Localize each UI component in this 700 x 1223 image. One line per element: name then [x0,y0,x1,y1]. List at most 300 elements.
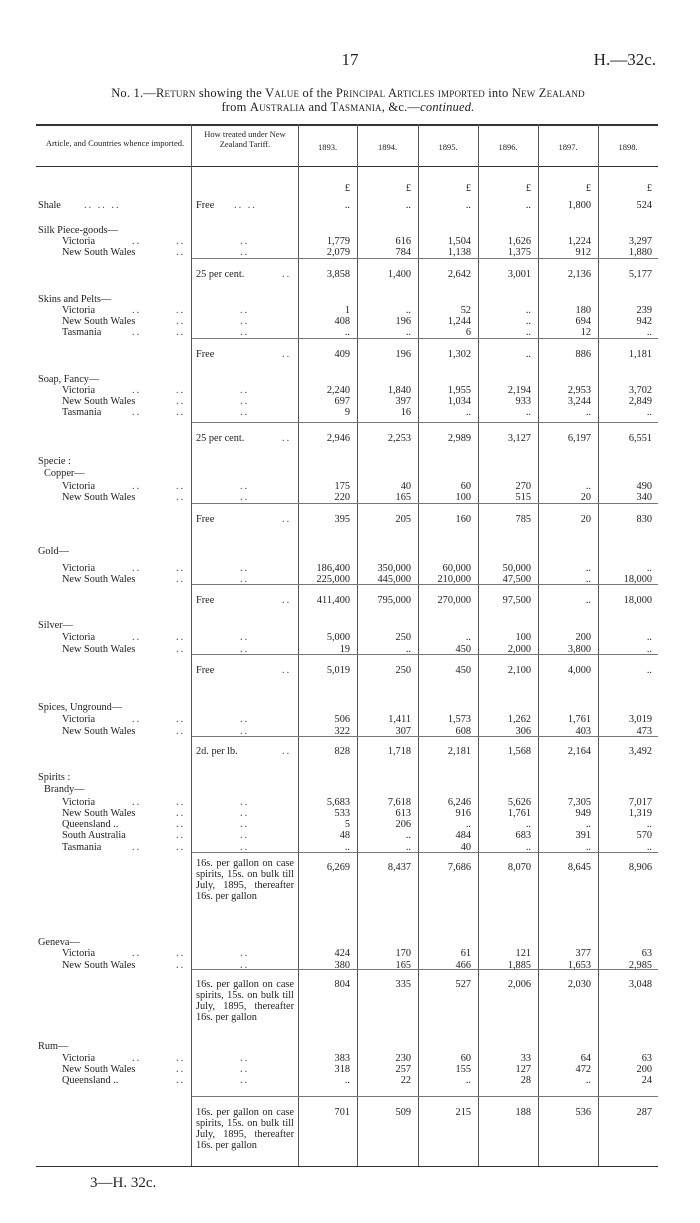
total-cell: 409 [334,349,350,360]
leader-dots: .. [240,316,250,327]
data-cell: 40 [460,842,471,853]
leader-dots: .. [282,514,292,525]
row-label: Shale [38,200,61,211]
total-cell: 6,197 [567,433,591,444]
leader-dots: .. [132,385,142,396]
data-cell: 5,000 [326,632,350,643]
data-cell: 5,683 [326,797,350,808]
total-cell: .. [585,595,591,606]
data-cell: .. [585,407,591,418]
data-cell: 220 [334,492,350,503]
data-cell: 377 [575,948,591,959]
data-cell: 942 [636,316,652,327]
data-cell: 450 [455,644,471,655]
data-cell: 3,244 [567,396,591,407]
data-cell: .. [525,819,531,830]
page-footer: 3—H. 32c. [90,1175,157,1191]
row-label: Tasmania [62,327,102,338]
leader-dots: .. [240,1053,250,1064]
data-cell: 307 [395,726,411,737]
data-cell: 24 [641,1075,652,1086]
header-year: 1895. [438,142,458,152]
total-cell: 509 [395,1107,411,1118]
leader-dots: .. [176,385,186,396]
section-subheading: Copper— [44,468,85,479]
leader-dots: .. [176,960,186,971]
total-cell: 2,136 [567,269,591,280]
data-cell: .. [344,1075,350,1086]
data-cell: 165 [395,960,411,971]
data-cell: .. [525,305,531,316]
data-cell: 466 [455,960,471,971]
table-bottom-rule [36,1166,658,1167]
data-cell: 33 [520,1053,531,1064]
leader-dots: .. [176,396,186,407]
currency-symbol: £ [525,183,531,194]
data-cell: 1,034 [447,396,471,407]
total-cell: 1,302 [447,349,471,360]
data-cell: 19 [339,644,350,655]
data-cell: .. [646,819,652,830]
leader-dots: .. [240,492,250,503]
data-cell: 1,626 [507,236,531,247]
leader-dots: .. [240,407,250,418]
data-cell: 48 [339,830,350,841]
subtotal-rule [192,503,658,504]
data-cell: 196 [395,316,411,327]
section-heading: Rum— [38,1041,69,1052]
data-cell: 170 [395,948,411,959]
data-cell: .. [585,1075,591,1086]
leader-dots: .. [240,563,250,574]
total-cell: 20 [580,514,591,525]
leader-dots: .. [176,247,186,258]
data-cell: 5,626 [507,797,531,808]
data-cell: 127 [515,1064,531,1075]
data-cell: 40 [400,481,411,492]
data-cell: 64 [580,1053,591,1064]
data-cell: 391 [575,830,591,841]
data-cell: .. [344,842,350,853]
leader-dots: .. .. .. [84,200,121,211]
total-cell: 828 [334,746,350,757]
data-cell: .. [646,632,652,643]
data-cell: .. [405,644,411,655]
total-cell: 1,400 [387,269,411,280]
data-cell: 380 [334,960,350,971]
data-cell: 490 [636,481,652,492]
total-cell: 2,253 [387,433,411,444]
data-cell: 210,000 [437,574,471,585]
data-cell: 1,779 [326,236,350,247]
total-cell: 3,127 [507,433,531,444]
data-cell: 524 [636,200,652,211]
leader-dots: .. [282,595,292,606]
data-cell: 912 [575,247,591,258]
total-cell: 160 [455,514,471,525]
leader-dots: .. [240,714,250,725]
leader-dots: .. [176,797,186,808]
leader-dots: .. [132,632,142,643]
row-label: Victoria [62,385,96,396]
row-label: Tasmania [62,842,102,853]
data-cell: 100 [455,492,471,503]
leader-dots: .. [176,726,186,737]
data-cell: 322 [334,726,350,737]
section-heading: Specie : [38,456,71,467]
leader-dots: .. [240,960,250,971]
subtotal-rule [192,736,658,737]
leader-dots: .. [176,574,186,585]
data-cell: 7,017 [628,797,652,808]
total-cell: 830 [636,514,652,525]
currency-symbol: £ [585,183,591,194]
data-cell: 1,224 [567,236,591,247]
data-cell: 60,000 [442,563,471,574]
row-label: New South Wales [62,960,136,971]
data-cell: .. [585,842,591,853]
row-label: Victoria [62,632,96,643]
leader-dots: .. [176,316,186,327]
data-cell: 340 [636,492,652,503]
data-cell: 472 [575,1064,591,1075]
data-cell: 121 [515,948,531,959]
table-title: No. 1.—Return showing the Value of the Principal Articles imported into New Zealand from Australia and Tasmania, &c.—continued. [111,86,585,114]
data-cell: 1,138 [447,247,471,258]
row-label: New South Wales [62,1064,136,1075]
header-tariff: How treated under New Zealand Tariff. [204,129,286,149]
data-cell: .. [646,644,652,655]
data-cell: 18,000 [623,574,652,585]
data-cell: .. [585,819,591,830]
data-cell: 155 [455,1064,471,1075]
data-cell: .. [525,407,531,418]
data-cell: .. [405,327,411,338]
total-cell: 795,000 [377,595,411,606]
row-label: Victoria [62,1053,96,1064]
total-cell: 196 [395,349,411,360]
total-cell: 18,000 [623,595,652,606]
data-cell: .. [344,200,350,211]
page-number: 17 [341,50,359,69]
total-cell: 250 [395,665,411,676]
data-cell: 1,840 [387,385,411,396]
data-cell: 350,000 [377,563,411,574]
section-heading: Soap, Fancy— [38,374,100,385]
data-cell: 1,653 [567,960,591,971]
leader-dots: .. [240,1075,250,1086]
data-cell: 250 [395,632,411,643]
data-cell: 186,400 [316,563,350,574]
total-cell: 2,181 [447,746,471,757]
data-cell: 2,000 [507,644,531,655]
row-label: New South Wales [62,644,136,655]
total-cell: 701 [334,1107,350,1118]
data-cell: 2,953 [567,385,591,396]
data-cell: 2,194 [507,385,531,396]
data-cell: .. [405,305,411,316]
data-cell: 445,000 [377,574,411,585]
leader-dots: .. [176,1053,186,1064]
data-cell: .. [585,481,591,492]
row-label: Victoria [62,305,96,316]
leader-dots: .. [282,433,292,444]
total-cell: 2,946 [326,433,350,444]
data-cell: 697 [334,396,350,407]
leader-dots: .. [176,492,186,503]
leader-dots: .. [240,327,250,338]
total-cell: 3,048 [628,979,652,990]
total-cell: 5,019 [326,665,350,676]
leader-dots: .. [176,819,186,830]
row-label: New South Wales [62,247,136,258]
header-bottom-rule [36,166,658,167]
data-cell: .. [646,327,652,338]
leader-dots: .. [176,305,186,316]
data-cell: 61 [460,948,471,959]
header-year: 1896. [498,142,518,152]
leader-dots: .. [240,385,250,396]
total-cell: 2,642 [447,269,471,280]
leader-dots: .. [240,948,250,959]
data-cell: 784 [395,247,411,258]
data-cell: 694 [575,316,591,327]
row-label: New South Wales [62,492,136,503]
total-cell: 270,000 [437,595,471,606]
tariff-text: 25 per cent. [196,269,245,280]
data-cell: 52 [460,305,471,316]
data-cell: 473 [636,726,652,737]
subtotal-rule [192,1096,658,1097]
total-cell: 886 [575,349,591,360]
data-cell: 484 [455,830,471,841]
data-cell: 9 [344,407,350,418]
data-cell: 206 [395,819,411,830]
leader-dots: .. [282,746,292,757]
section-heading: Skins and Pelts— [38,294,112,305]
leader-dots: .. [132,407,142,418]
currency-symbol: £ [405,183,411,194]
total-cell: 2,100 [507,665,531,676]
data-cell: 12 [580,327,591,338]
header-year: 1893. [317,142,338,152]
leader-dots: .. [132,305,142,316]
data-cell: 2,079 [326,247,350,258]
leader-dots: .. [176,1064,186,1075]
data-cell: 63 [641,1053,652,1064]
data-cell: 1,411 [388,714,411,725]
total-cell: 2,006 [507,979,531,990]
data-cell: 318 [334,1064,350,1075]
data-cell: 175 [334,481,350,492]
data-cell: 200 [575,632,591,643]
data-cell: 3,702 [628,385,652,396]
total-cell: 1,718 [387,746,411,757]
data-cell: .. [405,200,411,211]
data-cell: 1,885 [507,960,531,971]
total-cell: 4,000 [567,665,591,676]
data-cell: 2,849 [628,396,652,407]
section-heading: Geneva— [38,937,80,948]
total-cell: 287 [636,1107,652,1118]
table-top-rule [36,124,658,126]
data-cell: 47,500 [502,574,531,585]
tariff-text: Free [196,200,215,211]
tariff-text: 25 per cent. [196,433,245,444]
section-heading: Silver— [38,620,73,631]
row-label: New South Wales [62,574,136,585]
data-cell: 1,319 [628,808,652,819]
data-cell: .. [525,327,531,338]
data-cell: 7,618 [387,797,411,808]
row-label: New South Wales [62,396,136,407]
data-cell: 230 [395,1053,411,1064]
header-article: Article, and Countries whence imported. [45,138,185,148]
header-year: 1897. [558,142,578,152]
leader-dots: .. [282,349,292,360]
data-cell: .. [465,407,471,418]
total-cell: 205 [395,514,411,525]
leader-dots: .. [240,236,250,247]
data-cell: 200 [636,1064,652,1075]
row-label: Victoria [62,236,96,247]
leader-dots: .. [240,726,250,737]
data-cell: 2,985 [628,960,652,971]
total-cell: .. [646,665,652,676]
leader-dots: .. [132,327,142,338]
leader-dots: .. [132,1053,142,1064]
data-cell: .. [585,574,591,585]
data-cell: 60 [460,1053,471,1064]
data-cell: 50,000 [502,563,531,574]
total-cell: 1,568 [507,746,531,757]
data-cell: 1,244 [447,316,471,327]
data-cell: .. [465,200,471,211]
data-cell: 1,262 [507,714,531,725]
data-cell: .. [405,830,411,841]
row-label: Queensland .. [62,819,119,830]
leader-dots: .. [176,808,186,819]
leader-dots: .. [240,481,250,492]
total-cell: 527 [455,979,471,990]
leader-dots: .. [240,1064,250,1075]
row-label: Victoria [62,563,96,574]
data-cell: 2,240 [326,385,350,396]
row-label: Queensland .. [62,1075,119,1086]
leader-dots: .. [240,808,250,819]
subtotal-rule [192,258,658,259]
data-cell: 1,880 [628,247,652,258]
header-year: 1898. [618,142,638,152]
subtotal-rule [192,584,658,585]
leader-dots: .. [132,236,142,247]
row-label: South Australia [62,830,126,841]
section-heading: Spices, Unground— [38,702,123,713]
leader-dots: .. [176,407,186,418]
data-cell: .. [465,1075,471,1086]
data-cell: .. [525,200,531,211]
data-cell: 533 [334,808,350,819]
data-cell: .. [646,563,652,574]
currency-symbol: £ [344,183,350,194]
data-cell: 257 [395,1064,411,1075]
leader-dots: .. [132,563,142,574]
leader-dots: .. [240,842,250,853]
data-cell: 1,761 [507,808,531,819]
tariff-text: Free [196,595,215,606]
data-cell: .. [405,842,411,853]
leader-dots: .. [176,1075,186,1086]
leader-dots: .. [176,327,186,338]
leader-dots: .. [176,714,186,725]
total-cell: 3,858 [326,269,350,280]
leader-dots: .. [240,305,250,316]
subtotal-rule [192,338,658,339]
leader-dots: .. [132,842,142,853]
total-cell: 2,030 [567,979,591,990]
leader-dots: .. [240,819,250,830]
section-heading: Spirits : [38,772,71,783]
data-cell: 20 [580,492,591,503]
total-cell: 785 [515,514,531,525]
data-cell: 3,297 [628,236,652,247]
data-cell: 1,573 [447,714,471,725]
tariff-text: Free [196,665,215,676]
data-cell: 28 [520,1075,531,1086]
data-cell: 616 [395,236,411,247]
total-cell: 6,269 [326,862,350,873]
data-cell: 1,800 [567,200,591,211]
data-cell: 165 [395,492,411,503]
row-label: New South Wales [62,316,136,327]
leader-dots: .. [282,269,292,280]
total-cell: 3,492 [628,746,652,757]
total-cell: 8,906 [628,862,652,873]
data-cell: 239 [636,305,652,316]
total-cell: 8,437 [387,862,411,873]
total-cell: 215 [455,1107,471,1118]
total-cell: 188 [515,1107,531,1118]
data-cell: 63 [641,948,652,959]
leader-dots: .. [240,396,250,407]
total-cell: 7,686 [447,862,471,873]
data-cell: .. [344,327,350,338]
total-cell: 804 [334,979,350,990]
data-cell: 3,800 [567,644,591,655]
data-cell: .. [646,842,652,853]
tariff-text: 16s. per gallon on case spirits, 15s. on bulk till July, 1895, thereafter 16s. per gallon [196,1107,294,1151]
document-reference: H.—32c. [593,50,656,69]
data-cell: 100 [515,632,531,643]
leader-dots: .. [176,842,186,853]
row-label: Victoria [62,481,96,492]
data-cell: 306 [515,726,531,737]
data-cell: 180 [575,305,591,316]
data-cell: 6,246 [447,797,471,808]
data-cell: 3,019 [628,714,652,725]
data-cell: 570 [636,830,652,841]
leader-dots: .. [240,247,250,258]
data-cell: .. [465,819,471,830]
leader-dots: .. [282,665,292,676]
data-cell: 613 [395,808,411,819]
total-cell: 411,400 [316,595,350,606]
data-cell: 933 [515,396,531,407]
leader-dots: .. [176,563,186,574]
leader-dots: .. [132,714,142,725]
leader-dots: .. [240,632,250,643]
data-cell: 506 [334,714,350,725]
